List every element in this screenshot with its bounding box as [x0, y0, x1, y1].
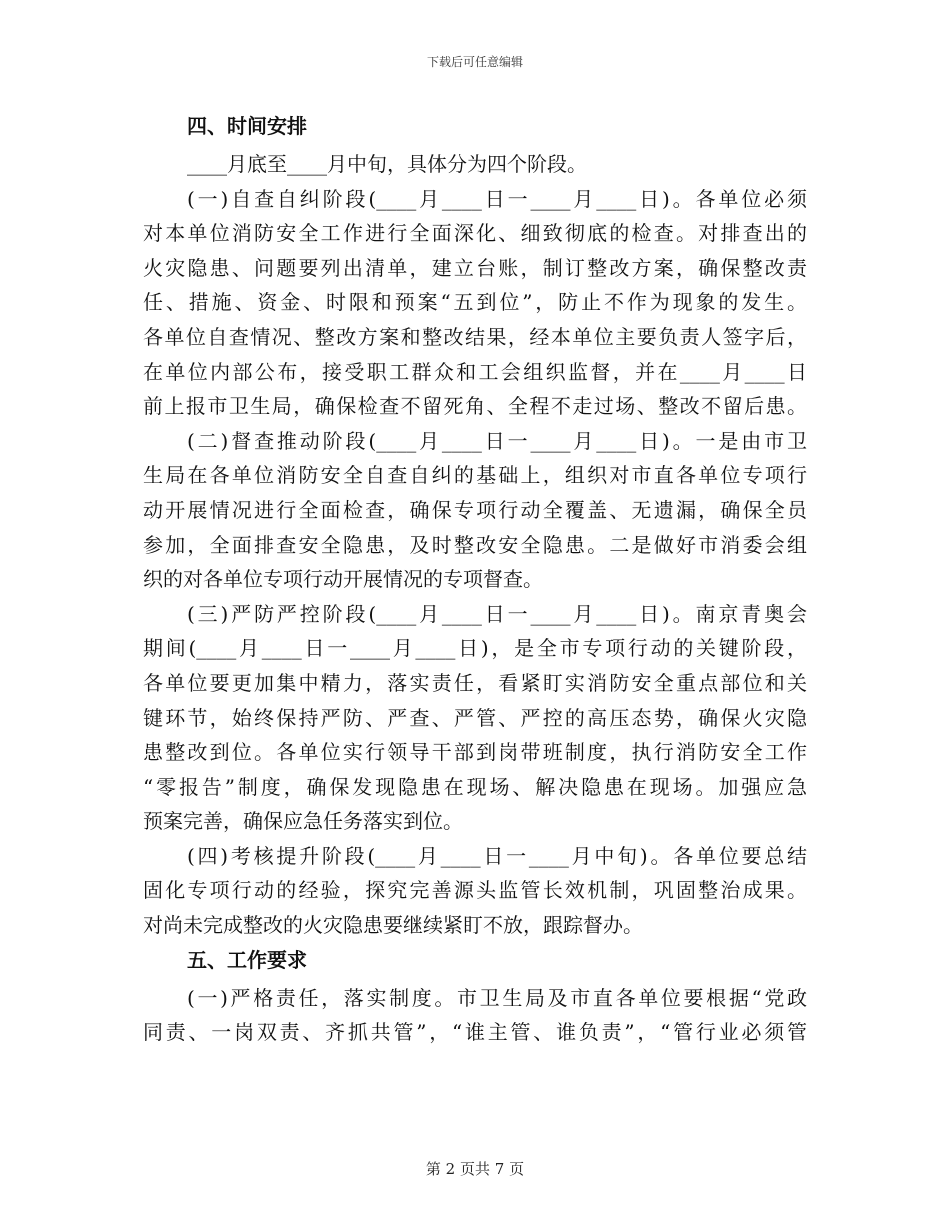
paragraph-line: 对本单位消防安全工作进行全面深化、细致彻底的检查。对排查出的 — [143, 221, 807, 246]
paragraph-line: (三)严防严控阶段(____月____日一____月____日)。南京青奥会 — [187, 601, 807, 626]
paragraph-line: 预案完善，确保应急任务落实到位。 — [143, 809, 463, 834]
paragraph-line: (二)督查推动阶段(____月____日一____月____日)。一是由市卫 — [187, 428, 807, 453]
paragraph-line: 各单位自查情况、整改方案和整改结果，经本单位主要负责人签字后， — [143, 324, 807, 349]
section-heading-requirements: 五、工作要求 — [187, 947, 307, 972]
paragraph-line: (一)严格责任，落实制度。市卫生局及市直各单位要根据“党政 — [187, 985, 807, 1010]
paragraph-line: 织的对各单位专项行动开展情况的专项督查。 — [143, 567, 543, 592]
section-heading-schedule: 四、时间安排 — [187, 114, 307, 138]
paragraph-line: 动开展情况进行全面检查，确保专项行动全覆盖、无遗漏，确保全员 — [143, 497, 807, 522]
paragraph-line: 固化专项行动的经验，探究完善源头监管长效机制，巩固整治成果。 — [143, 878, 807, 903]
schedule-intro: ____月底至____月中旬，具体分为四个阶段。 — [187, 152, 587, 176]
paragraph-line: 各单位要更加集中精力，落实责任，看紧盯实消防安全重点部位和关 — [143, 670, 807, 695]
paragraph-line: 期间(____月____日一____月____日)，是全市专项行动的关键阶段， — [143, 636, 807, 661]
paragraph-line: 任、措施、资金、时限和预案“五到位”，防止不作为现象的发生。 — [143, 290, 807, 315]
paragraph-line: 患整改到位。各单位实行领导干部到岗带班制度，执行消防安全工作 — [143, 740, 807, 765]
paragraph-line: 对尚未完成整改的火灾隐患要继续紧盯不放，跟踪督办。 — [143, 913, 643, 938]
paragraph-line: 键环节，始终保持严防、严查、严管、严控的高压态势，确保火灾隐 — [143, 705, 807, 730]
paragraph-line: 同责、一岗双责、齐抓共管”，“谁主管、谁负责”，“管行业必须管 — [143, 1020, 807, 1045]
paragraph-line: 前上报市卫生局，确保检查不留死角、全程不走过场、整改不留后患。 — [143, 394, 807, 419]
paragraph-line: (四)考核提升阶段(____月____日一____月中旬)。各单位要总结 — [187, 843, 807, 868]
paragraph-line: 在单位内部公布，接受职工群众和工会组织监督，并在____月____日 — [143, 359, 807, 384]
paragraph-line: 参加，全面排查安全隐患，及时整改安全隐患。二是做好市消委会组 — [143, 532, 807, 557]
paragraph-line: (一)自查自纠阶段(____月____日一____月____日)。各单位必须 — [187, 186, 807, 211]
paragraph-line: “零报告”制度，确保发现隐患在现场、解决隐患在现场。加强应急 — [143, 774, 807, 799]
paragraph-line: 火灾隐患、问题要列出清单，建立台账，制订整改方案，确保整改责 — [143, 255, 807, 280]
page-header-note: 下载后可任意编辑 — [426, 55, 523, 69]
document-body — [143, 109, 807, 1050]
paragraph-line: 生局在各单位消防安全自查自纠的基础上，组织对市直各单位专项行 — [143, 463, 807, 488]
page-number-footer: 第 2 页共 7 页 — [425, 1160, 525, 1178]
